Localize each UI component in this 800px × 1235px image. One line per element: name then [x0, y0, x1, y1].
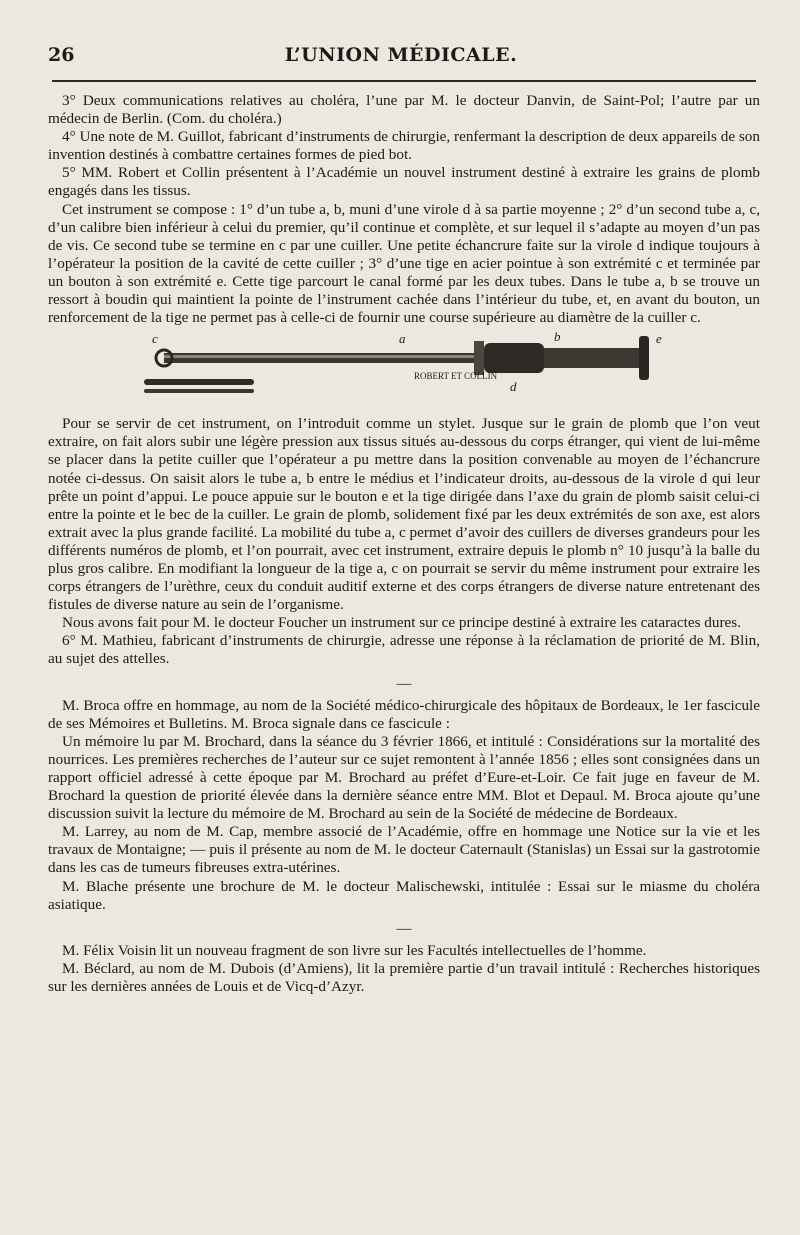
paragraph: 3° Deux communications relatives au choléra, l’une par M. le docteur Danvin, de Saint-Pol; l’autre par un médecin de Berlin. (Com. du choléra.)	[48, 92, 760, 128]
label-e: e	[656, 331, 662, 347]
instrument-figure	[48, 331, 760, 407]
paragraph: M. Félix Voisin lit un nouveau fragment de son livre sur les Facultés intellectuelles de l’homme.	[62, 941, 647, 959]
section-separator: —	[396, 675, 412, 692]
paragraph: M. Béclard, au nom de M. Dubois (d’Amiens), lit la première partie d’un travail intitulé : Recherches historiques sur les dernières années de Louis et de Vicq-d’Azyr.	[48, 959, 760, 996]
paragraph: Un mémoire lu par M. Brochard, dans la séance du 3 février 1866, et intitulé : Considérations sur la mortalité des nourrices. Les premières recherches de l’auteur sur ce sujet remontent à l’année 1856 ; elles sont consignées dans un rapport officiel adressé à cette époque par M. Brochard au préfet d’Eure-et-Loir. Ce fait juge en faveur de M. Brochard la question de priorité élevée dans la dernière séance entre MM. Blot et Depaul. M. Broca ajoute qu’une discussion suivit la lecture du mémoire de M. Brochard au sein de la Société de médecine de Bordeaux.	[48, 732, 760, 823]
label-c: c	[152, 331, 158, 347]
paragraph: 6° M. Mathieu, fabricant d’instruments de chirurgie, adresse une réponse à la réclamation de priorité de M. Blin, au sujet des attelles.	[48, 632, 760, 668]
paragraph: 5° MM. Robert et Collin présentent à l’Académie un nouvel instrument destiné à extraire les grains de plomb engagés dans les tissus.	[48, 164, 760, 200]
section-separator: —	[396, 920, 412, 937]
maker-mark: ROBERT ET COLLIN	[414, 371, 498, 382]
header-rule	[52, 80, 756, 82]
paragraph: M. Broca offre en hommage, au nom de la Société médico-chirurgicale des hôpitaux de Bordeaux, le 1er fascicule de ses Mémoires et Bulletins. M. Broca signale dans ce fascicule :	[48, 696, 760, 732]
button-end	[639, 336, 649, 380]
paragraph: M. Blache présente une brochure de M. le docteur Malischewski, intitulée : Essai sur le miasme du choléra asiatique.	[48, 877, 760, 913]
paragraph: Nous avons fait pour M. le docteur Foucher un instrument sur ce principe destiné à extraire les cataractes dures.	[62, 614, 741, 632]
label-a: a	[399, 331, 406, 347]
paragraph: Pour se servir de cet instrument, on l’introduit comme un stylet. Jusque sur le grain de plomb que l’on veut extraire, on fait alors subir une légère pression aux tissus situés au-dessous du corps étranger, qui vient de lui-même se placer dans la petite cuiller que l’opérateur a pu mettre dans la position convenable au moyen de l’échancrure notée ci-dessus. On saisit alors le tube a, b entre le médius et l’indicateur droits, au-dessous de la virole d qui leur prête un point d’appui. Le pouce appuie sur le bouton e et la tige dirigée dans l’axe du grain de plomb saisit celui-ci entre la pointe et le bec de la cuiller. Le grain de plomb, solidement fixé par les deux extrémités de son axe, est alors extrait avec la plus grande facilité. La mobilité du tube a, c permet d’avoir des cuillers de diverses grandeurs pour les différents numéros de plomb, et l’on pourrait, avec cet instrument, extraire depuis le plomb n° 10 jusqu’à la balle du plus gros calibre. En modifiant la longueur de la tige a, c on pourrait se servir du même instrument pour extraire les corps étrangers de l’urèthre, ceux du conduit auditif externe et des corps étrangers de diverse nature entretenant des fistules de diverse nature au sein de l’organisme.	[48, 415, 760, 614]
detached-rod	[144, 379, 254, 385]
detached-stem	[144, 389, 254, 393]
article-body	[48, 92, 760, 996]
running-header	[48, 44, 754, 74]
paragraph: 4° Une note de M. Guillot, fabricant d’instruments de chirurgie, renfermant la description de deux appareils de son invention destinés à combattre certaines formes de pied bot.	[48, 128, 760, 164]
page-number: 26	[48, 44, 75, 66]
label-b: b	[554, 331, 561, 345]
instrument-illustration	[144, 331, 684, 407]
handle	[544, 348, 639, 368]
label-d: d	[510, 379, 517, 395]
running-title: L’UNION MÉDICALE.	[284, 44, 518, 66]
paragraph: M. Larrey, au nom de M. Cap, membre associé de l’Académie, offre en hommage une Notice sur la vie et les travaux de Montaigne; — puis il présente au nom de M. le docteur Caternault (Stanislas) un Essai sur la gastrotomie dans les cas de tumeurs fibreuses extra-utérines.	[48, 823, 760, 877]
ferrule	[484, 343, 544, 373]
paragraph: Cet instrument se compose : 1° d’un tube a, b, muni d’une virole d à sa partie moyenne ; 2° d’un second tube a, c, d’un calibre bien inférieur à celui du premier, qu’il continue et complète, et sur lequel il s’adapte au moyen d’un pas de vis. Ce second tube se termine en c par une cuiller. Une petite échancrure faite sur la virole d indique toujours à l’opérateur la position de la cavité de cette cuiller ; 3° d’une tige en acier pointue à son extrémité c et terminée par un bouton à son extrémité e. Cette tige parcourt le canal formé par les deux tubes. Dans le tube a, b se trouve un ressort à boudin qui maintient la pointe de l’instrument cachée dans l’intérieur du tube, et, en avant du bouton, un renforcement de la tige ne permet pas à celle-ci de fournir une course supérieure au diamètre de la cuiller c.	[48, 200, 760, 327]
ferrule-ring	[474, 341, 484, 375]
